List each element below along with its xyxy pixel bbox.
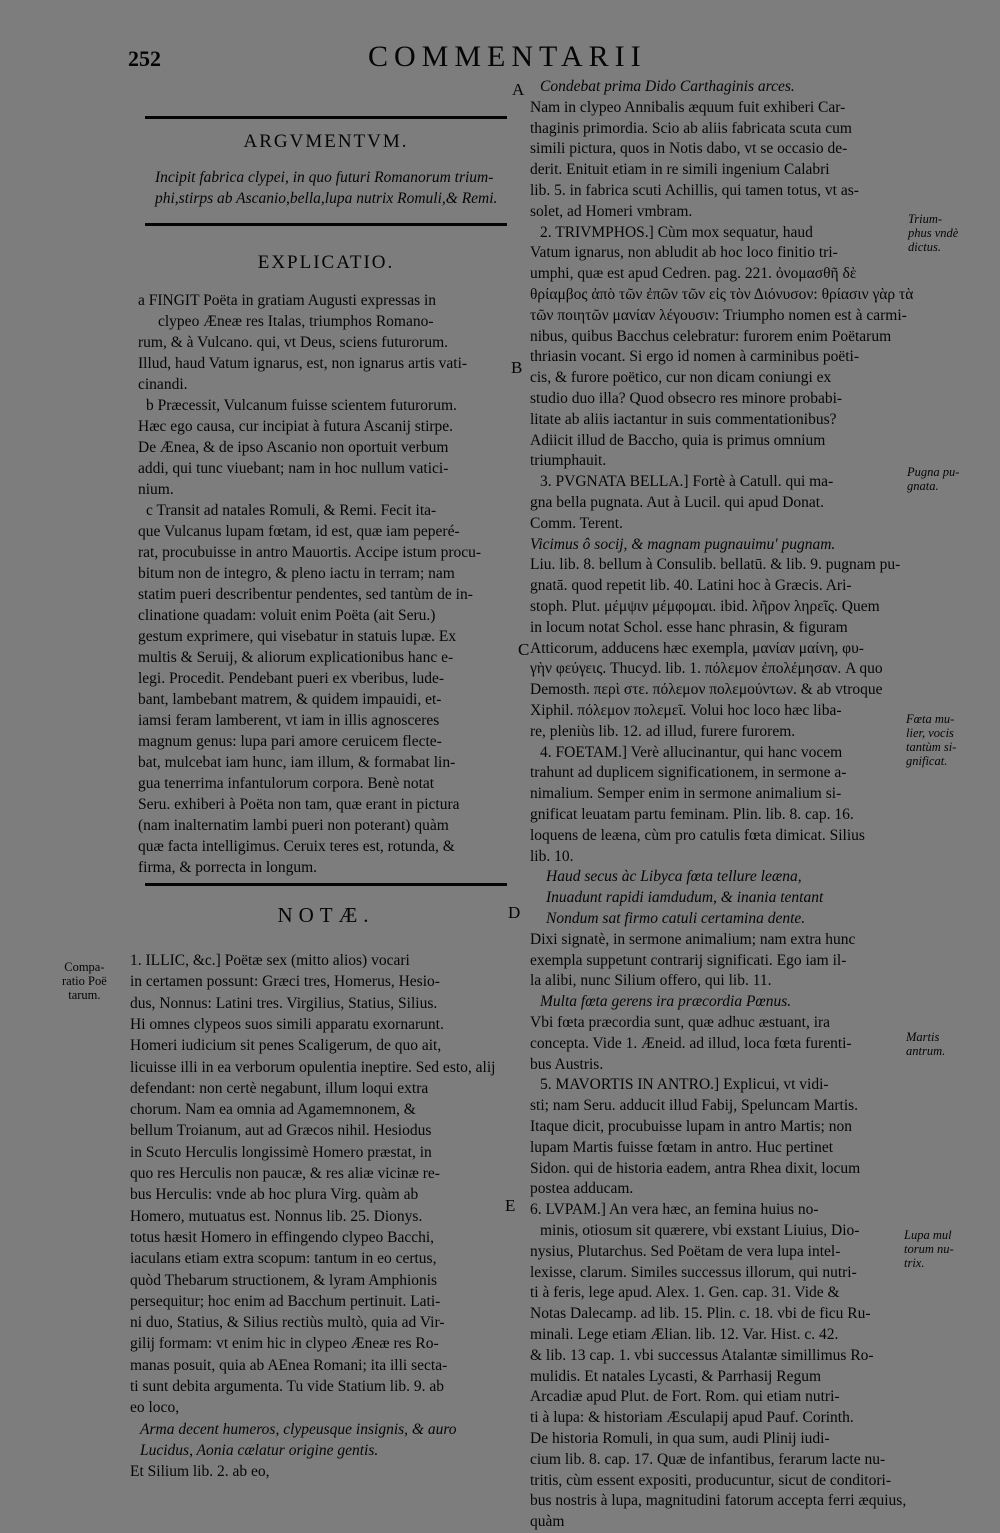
text-line: bitum non de integro, & pleno iactu in terram; nam xyxy=(138,565,455,582)
text-line: Itaque dicit, procubuisse lupam in antro Martis; non xyxy=(530,1118,852,1135)
text-line: derit. Enituit etiam in re simili ingenium Calabri xyxy=(530,161,830,179)
margin-note-foeta: Fœta mu- lier, vocis tantùm si- gnificat. xyxy=(906,712,957,768)
text-line: rat, procubuisse in antro Mauortis. Accipe istum procu- xyxy=(138,544,482,561)
margin-note-martis: Martis antrum. xyxy=(906,1030,946,1058)
text-line: defendant: non certè negabunt, illum loqui extra xyxy=(130,1079,429,1097)
section-mark-d: D xyxy=(508,903,521,922)
text-line: cium lib. 8. cap. 17. Quæ de infantibus, ferarum lacte nu- xyxy=(530,1450,886,1468)
text-line: Comm. Terent. xyxy=(530,514,623,532)
margin-note-triumphus: Trium- phus vndè dictus. xyxy=(908,212,959,254)
page-number: 252 xyxy=(128,46,161,71)
argumentum-top-rule xyxy=(145,116,507,119)
text-line: multis & Seruij, & aliorum explicationibus hanc e- xyxy=(138,649,454,666)
text-line: ni duo, Statius, & Silius rectiùs multò, quia ad Vir- xyxy=(130,1314,445,1332)
text-line: cinandi. xyxy=(138,376,188,393)
text-line: ti sunt debita argumenta. Tu vide Statium lib. 9. ab xyxy=(130,1378,445,1395)
text-line: clypeo Æneæ res Italas, triumphos Romano- xyxy=(158,313,434,330)
text-line: 6. LVPAM.] An vera hæc, an femina huius no- xyxy=(530,1201,819,1219)
text-line: gnificat leuatam partu feminam. Plin. lib. 8. cap. 16. xyxy=(530,806,854,823)
text-line: c Transit ad natales Romuli, & Remi. Fecit ita- xyxy=(146,502,437,519)
text-line: 4. FOETAM.] Verè allucinantur, qui hanc vocem xyxy=(540,743,843,761)
text-line: & lib. 13 cap. 1. vbi successus Atalantæ simillimus Ro- xyxy=(530,1346,874,1364)
text-line: cis, & furore poëtico, cur non dicam coniungi ex xyxy=(530,369,832,387)
margin-note-lupa: Lupa mul torum nu- trix. xyxy=(904,1228,954,1270)
text-line: Demosth. περὶ στε. πόλεμον πολεμούντων. & ab vtroque xyxy=(530,681,883,699)
text-line: manas posuit, quia ab AEnea Romani; ita illi secta- xyxy=(130,1356,448,1374)
text-line: 5. MAVORTIS IN ANTRO.] Explicui, vt vidi- xyxy=(540,1076,829,1094)
text-line: Lucidus, Aonia cælatur origine gentis. xyxy=(140,1441,379,1459)
text-line: totus hæsit Homero in effingendo clypeo Bacchi, xyxy=(130,1228,435,1246)
text-line: bellum Troianum, aut ad Græcos nihil. Hesiodus xyxy=(130,1122,432,1140)
text-line: bus nostris à lupa, magnitudini fatorum accepta ferri æquius, xyxy=(530,1492,907,1510)
explicatio-heading: EXPLICATIO. xyxy=(257,252,395,273)
text-line: minis, otiosum sit quærere, vbi exstant Liuius, Dio- xyxy=(540,1222,860,1239)
text-line: tritis, cùm essent expositi, producuntur, sicut de conditori- xyxy=(530,1471,891,1489)
text-line: la alibi, nunc Silium offero, qui lib. 11. xyxy=(530,972,772,990)
text-line: Vbi fœta præcordia sunt, quæ adhuc æstuant, ira xyxy=(530,1014,831,1031)
text-line: Sidon. qui de historia eadem, antra Rhea dixit, locum xyxy=(530,1159,861,1177)
text-line: Hæc ego causa, cur incipiat à futura Ascanij stirpe. xyxy=(138,418,454,435)
text-line: De historia Romuli, in qua sum, audi Plinij iudi- xyxy=(530,1430,830,1447)
text-line: De Ænea, & de ipso Ascanio non oportuit verbum xyxy=(138,439,449,456)
text-line: Vicimus ô socij, & magnam pugnauimu' pugnam. xyxy=(530,535,836,553)
text-line: gua tenerrima infantulorum corpora. Benè notat xyxy=(138,775,435,792)
text-line: gestum exprimere, qui visebatur in statuis lupæ. Ex xyxy=(138,628,457,645)
text-line: quo res Herculis non paucæ, & res aliæ vicinæ re- xyxy=(130,1165,440,1182)
text-line: Vatum ignarus, non abludit ab hoc loco finitio tri- xyxy=(530,244,838,262)
text-line: lib. 10. xyxy=(530,847,574,865)
text-line: bant, lambebant matrem, & quidem impauidi, et- xyxy=(138,691,442,708)
text-line: θρίαμβος ἀπὸ τῶν ἐπῶν τῶν εἰς τὸν Διόνυσον: θρίασιν γὰρ τὰ xyxy=(530,286,914,303)
text-line: Illud, haud Vatum ignarus, est, non ignarus artis vati- xyxy=(138,355,468,372)
text-line: quæ facta intelligimus. Ceruix teres est, rotunda, & xyxy=(138,838,455,855)
text-line: Liu. lib. 8. bellum à Consulib. bellatū. & lib. 9. pugnam pu- xyxy=(530,556,901,574)
text-line: Dixi signatè, in sermone animalium; nam extra hunc xyxy=(530,930,856,948)
text-line: in locum notat Schol. esse hanc phrasin, & figuram xyxy=(530,618,848,636)
text-line: Adiicit illud de Baccho, quia is primus omnium xyxy=(530,431,826,449)
text-line: Atticorum, adducens hæc exempla, μανίαν μαίνη, φυ- xyxy=(530,639,864,657)
text-line: Et Silium lib. 2. ab eo, xyxy=(130,1463,270,1481)
text-line: solet, ad Homeri vmbram. xyxy=(530,202,693,220)
text-line: Homeri iudicium sit penes Scaligerum, de quo ait, xyxy=(130,1037,442,1055)
text-line: lib. 5. in fabrica scuti Achillis, qui tamen totus, vt as- xyxy=(530,182,859,199)
text-line: Inuadunt rapidi iamdudum, & inania tentant xyxy=(546,889,824,907)
text-line: nibus, quibus Bacchus celebratur: furorem enim Poëtarum xyxy=(530,327,892,345)
text-line: thaginis primordia. Scio ab aliis fabricata scuta cum xyxy=(530,119,852,137)
text-line: 3. PVGNATA BELLA.] Fortè à Catull. qui ma- xyxy=(540,473,834,491)
text-line: firma, & porrecta in longum. xyxy=(138,859,318,876)
text-line: thriasin vocant. Si ergo id nomen à carminibus poëti- xyxy=(530,348,860,366)
text-line: simili pictura, quos in Notis dabo, vt se occasio de- xyxy=(530,140,848,158)
section-mark-a: A xyxy=(512,80,525,99)
text-line: quàm xyxy=(530,1513,565,1531)
text-line: mulidis. Et natales Lycasti, & Parrhasij Regum xyxy=(530,1367,822,1385)
text-line: que Vulcanus lupam fœtam, id est, quæ iam peperé- xyxy=(138,523,460,540)
text-line: gna bella pugnata. Aut à Lucil. qui apud Donat. xyxy=(530,494,824,511)
running-head: COMMENTARII xyxy=(368,40,647,73)
text-line: 1. ILLIC, &c.] Poëtæ sex (mitto alios) vocari xyxy=(130,952,410,969)
text-line: legi. Procedit. Pendebant pueri ex vberibus, lude- xyxy=(138,670,445,687)
text-line: a FINGIT Poëta in gratiam Augusti expressas in xyxy=(138,292,437,309)
text-line: statim pueri describentur pendentes, sed tantùm de in- xyxy=(138,586,473,603)
text-line: in Scuto Herculis longissimè Homero præstat, in xyxy=(130,1143,432,1161)
text-line: Xiphil. πόλεμον πολεμεῖ. Volui hoc loco hæc liba- xyxy=(530,702,842,719)
argumentum-line: phi,stirps ab Ascanio,bella,lupa nutrix Romuli,& Remi. xyxy=(155,190,498,207)
text-line: in certamen possunt: Græci tres, Homerus, Hesio- xyxy=(130,973,440,991)
section-mark-b: B xyxy=(511,358,523,377)
text-line: triumphauit. xyxy=(530,452,607,470)
text-line: magnum genus: lupa pari amore ceruicem flecte- xyxy=(138,733,442,750)
text-line: studio duo illa? Quod obsecro res minore probabi- xyxy=(530,390,843,407)
text-line: bat, mulcebat iam hunc, iam illum, & formabat lin- xyxy=(138,754,456,771)
text-line: 2. TRIVMPHOS.] Cùm mox sequatur, haud xyxy=(540,223,813,241)
text-line: eo loco, xyxy=(130,1399,180,1417)
explicatio-bottom-rule xyxy=(145,883,507,886)
text-line: clinatione quadam: voluit enim Poëta (ait Seru.) xyxy=(138,607,436,624)
text-line: umphi, quæ est apud Cedren. pag. 221. ὀνομασθῆ δὲ xyxy=(530,265,857,283)
text-line: rum, & à Vulcano. qui, vt Deus, sciens futurorum. xyxy=(138,334,449,351)
text-line: nimalium. Semper enim in sermone animalium si- xyxy=(530,785,842,803)
text-line: dus, Nonnus: Latini tres. Virgilius, Statius, Silius. xyxy=(130,994,438,1012)
text-line: Hi omnes clypeos suos simili apparatu exornarunt. xyxy=(130,1015,444,1033)
margin-note-pugna: Pugna pu- gnata. xyxy=(907,465,960,493)
margin-note-comparatio: Compa- ratio Poë tarum. xyxy=(62,960,107,1002)
text-line: minali. Lege etiam Ælian. lib. 12. Var. Hist. c. 42. xyxy=(530,1326,839,1343)
text-line: chorum. Nam ea omnia ad Agamemnonem, & xyxy=(130,1101,416,1119)
text-line: stoph. Plut. μέμψιν μέμφομαι. ibid. λῆρον ληρεῖς. Quem xyxy=(530,598,880,615)
text-line: lexisse, clarum. Similes successus illorum, qui nutri- xyxy=(530,1263,857,1281)
text-line: (nam inalternatim lambi pueri non poterant) quàm xyxy=(138,817,449,834)
text-line: litate ab aliis iactantur in suis commentationibus? xyxy=(530,410,837,428)
text-line: persequitur; hoc enim ad Bacchum pertinuit. Lati- xyxy=(130,1292,441,1310)
text-line: quòd Thebarum structionem, & lyram Amphionis xyxy=(130,1271,438,1289)
argumentum-line: Incipit fabrica clypei, in quo futuri Romanorum trium- xyxy=(155,169,494,186)
text-line: re, pleniùs lib. 12. ad illud, furere furorem. xyxy=(530,722,796,740)
argumentum-bottom-rule xyxy=(145,223,507,226)
text-line: Haud secus àc Libyca fœta tellure leæna, xyxy=(546,868,802,886)
text-line: bus Herculis: vnde ab hoc plura Virg. quàm ab xyxy=(130,1186,419,1204)
text-line: Notas Dalecamp. ad lib. 15. Plin. c. 18. vbi de ficu Ru- xyxy=(530,1305,871,1323)
text-line: bus Austris. xyxy=(530,1055,604,1073)
text-line: licuisse illi in ea verborum opulentia ineptire. Sed esto, alij xyxy=(130,1058,496,1076)
text-line: lupam Martis fuisse fœtam in antro. Huc pertinet xyxy=(530,1138,834,1156)
text-line: Condebat prima Dido Carthaginis arces. xyxy=(540,78,795,95)
argumentum-heading: ARGVMENTVM. xyxy=(243,131,409,152)
notae-heading: NOTÆ. xyxy=(277,903,375,927)
text-line: postea adducam. xyxy=(530,1180,634,1198)
text-line: nium. xyxy=(138,481,174,498)
text-line: Nam in clypeo Annibalis æquum fuit exhiberi Car- xyxy=(530,98,846,116)
text-line: loquens de leæna, cùm pro catulis fœta dimicat. Silius xyxy=(530,826,865,844)
text-line: iaculans etiam extra scopum: tantum in eo certus, xyxy=(130,1250,437,1268)
text-line: gnatā. quod repetit lib. 40. Latini hoc à Græcis. Ari- xyxy=(530,577,852,595)
text-line: ti à lupa: & historiam Æsculapij apud Pauf. Corinth. xyxy=(530,1409,854,1427)
text-line: γὴν φεύγεις. Thucyd. lib. 1. πόλεμον ἐπολέμησαν. A quo xyxy=(530,660,883,678)
text-line: sti; nam Seru. adducit illud Fabij, Speluncam Martis. xyxy=(530,1097,859,1115)
text-line: gilij formam: vt enim hic in clypeo Æneæ res Ro- xyxy=(130,1335,439,1353)
section-mark-e: E xyxy=(505,1196,516,1215)
text-line: Seru. exhiberi à Poëta non tam, quæ erant in pictura xyxy=(138,796,460,813)
text-line: τῶν ποιητῶν μανίαν λέγουσιν: Triumpho nomen est à carmi- xyxy=(530,306,907,324)
text-line: ti à feris, lege apud. Alex. 1. Gen. cap. 31. Vide & xyxy=(530,1284,840,1302)
text-line: addi, qui tunc viuebant; nam in hoc nullum vatici- xyxy=(138,460,449,477)
text-line: iamsi feram lamberent, vt iam in illis agnosceres xyxy=(138,712,440,729)
text-line: Multa fœta gerens ira præcordia Pœnus. xyxy=(540,993,792,1011)
text-line: Nondum sat firmo catuli certamina dente. xyxy=(546,910,806,927)
text-line: nysius, Plutarchus. Sed Poëtam de vera lupa intel- xyxy=(530,1242,841,1260)
text-line: Arcadiæ apud Plut. de Fort. Rom. qui etiam nutri- xyxy=(530,1388,840,1406)
text-line: b Præcessit, Vulcanum fuisse scientem futurorum. xyxy=(146,397,457,414)
section-mark-c: C xyxy=(518,640,530,659)
text-line: exempla suppetunt contrarij significati. Ego iam il- xyxy=(530,951,847,969)
text-line: trahunt ad duplicem significationem, in sermone a- xyxy=(530,764,847,782)
text-line: Homero, mutuatus est. Nonnus lib. 25. Dionys. xyxy=(130,1207,423,1225)
text-line: Arma decent humeros, clypeusque insignis, & auro xyxy=(140,1420,457,1438)
text-line: concepta. Vide 1. Æneid. ad illud, loca fœta furenti- xyxy=(530,1034,852,1052)
